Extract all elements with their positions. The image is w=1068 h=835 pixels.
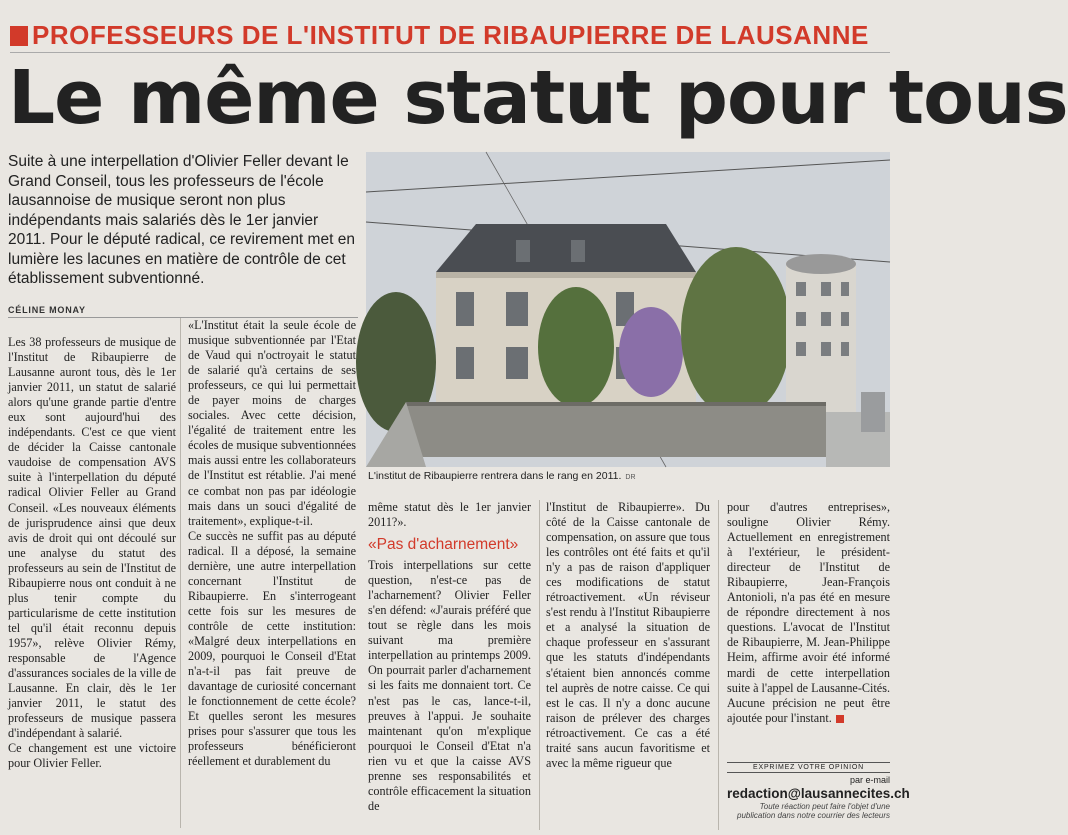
article-column-4	[546, 500, 710, 771]
headline: Le même statut pour tous	[8, 55, 1068, 141]
opinion-note: Toute réaction peut faire l'objet d'une publication dans notre courrier des lecteurs	[737, 802, 890, 820]
article-column-1	[8, 335, 176, 771]
column-1-paragraph-1: Les 38 professeurs de musique de l'Institut de Ribaupierre de Lausanne auront tous, dès le 1er janvier 2011, un statut de salarié alors qu'une grande partie d'entre eux sont aujourd'hui des indépendants. C'est ce que vient de décider la Caisse cantonale vaudoise de compensation AVS suite à l'interpellation du député radical Olivier Feller au Grand Conseil. «Les nouveaux éléments de jurisprudence ainsi que deux avis de droit qui ont découlé sur une analyse du statut des professeurs au sein de l'Institut de Ribaupierre nous ont conduit à ne plus tenir compte du particularisme de cette institution tel qu'il était reconnu depuis 1957», relève Olivier Rémy, responsable de l'Agence d'assurances sociales de la ville de Lausanne. En clair, dès le 1er janvier 2011, le statut des professeurs de musique passera d'indépendant à salarié.	[8, 335, 176, 741]
column-1-paragraph-2: Ce changement est une victoire pour Olivier Feller.	[8, 741, 176, 771]
article-photo	[366, 152, 890, 467]
column-5-text: pour d'autres entreprises», souligne Olivier Rémy. Actuellement en enregistrement à l'extérieur, le président-directeur de l'Institut de Ribaupierre, Jean-François Antonioli, n'a pas été en mesure de répondre directement à nos questions. L'avocat de l'Institut de Ribaupierre, M. Jean-Philippe Heim, affirme avoir été informé mardi de cette interpellation suite à l'appel de Lausanne-Cités. Aucune précision ne peut être ajoutée pour l'instant.	[727, 500, 890, 725]
photo-caption	[368, 470, 890, 482]
article-column-3	[368, 500, 531, 814]
column-3-paragraph-1: même statut dès le 1er janvier 2011?».	[368, 500, 531, 530]
rubric-title: PROFESSEURS DE L'INSTITUT DE RIBAUPIERRE DE LAUSANNE	[32, 20, 869, 50]
opinion-by-email: par e-mail	[849, 775, 890, 785]
column-5-paragraph-1	[727, 500, 890, 726]
lede-paragraph: Suite à une interpellation d'Olivier Feller devant le Grand Conseil, tous les professeurs de l'école lausannoise de musique seront non plus indépendants mais salariés dès le 1er janvier 2011. Pour le député radical, ce revirement met en lumière les lacunes en matière de contrôle de cet établissement subventionné.	[8, 153, 355, 287]
opinion-box	[727, 762, 910, 820]
column-divider	[180, 318, 181, 828]
rubric-divider	[10, 52, 890, 53]
column-divider	[718, 500, 719, 830]
rubric-marker	[10, 26, 28, 46]
section-subhead: «Pas d'acharnement»	[368, 536, 519, 554]
column-2-paragraph-1: «L'Institut était la seule école de musique subventionnée par l'Etat de Vaud qui n'octroyait le statut de salarié qu'à certains de ses professeurs, ce qui lui permettait de payer moins de charges sociales. Avec cette décision, l'égalité de traitement entre les écoles de musique subventionnées mais aussi entre les collaborateurs de l'Institut est rétablie. J'ai mené ce combat non pas par idéologie mais dans un souci d'égalité de traitement», explique-t-il.	[188, 318, 356, 528]
opinion-email-link[interactable]: redaction@lausannecites.ch	[727, 786, 910, 801]
column-3-paragraph-2: Trois interpellations sur cette question, n'est-ce pas de l'acharnement? Olivier Feller s'en défend: «J'aurais préféré que tout se règle dans les mois suivant ma première interpellation au printemps 2009. On pourrait parler d'acharnement si les faits me donnaient tort. Ce n'est pas le cas, lance-t-il, preuves à l'appui. Je souhaite maintenant qu'on m'explique pourquoi le Conseil d'Etat n'a rien vu et que la caisse AVS prenne ses responsabilités et contrôle efficacement la situation de	[368, 558, 531, 813]
building-photo-illustration	[366, 152, 890, 467]
column-2-paragraph-2: Ce succès ne suffit pas au député radical. Il a déposé, la semaine dernière, une autre interpellation concernant l'Institut de Ribaupierre. En s'interrogeant cette fois sur les mesures de contrôle de cette institution: «Malgré deux interpellations en 2009, pourquoi le Conseil d'Etat n'a-t-il pas fait preuve de davantage de curiosité concernant le fonctionnement de cette école? Et quelles seront les mesures prises pour s'assurer que tous les professeurs bénéficieront réellement et durablement du	[188, 528, 356, 769]
photo-credit: DR	[625, 474, 636, 481]
end-of-article-mark	[836, 715, 844, 723]
photo-caption-text: L'institut de Ribaupierre rentrera dans le rang en 2011.	[368, 470, 622, 482]
column-divider	[539, 500, 540, 830]
article-column-5	[727, 500, 890, 726]
column-4-paragraph-1: l'Institut de Ribaupierre». Du côté de la Caisse cantonale de compensation, on assure que tous les contrôles ont été faits et qu'il n'y a pas de raison d'appliquer ces modifications de statut rétroactivement. «Un réviseur s'est rendu à l'Institut Ribaupierre et a analysé la situation de chaque professeur en s'assurant que les statuts d'indépendants s'étaient bien annoncés comme tel auprès de notre caisse. Ce qui est le cas. Il n'y a donc aucune raison de prélever des charges rétroactivement. Ce cas a été traité sans aucun favoritisme et avec la même rigueur que	[546, 500, 710, 770]
article-column-2	[188, 318, 356, 769]
opinion-kicker: EXPRIMEZ VOTRE OPINION	[727, 762, 890, 773]
byline: CÉLINE MONAY	[8, 305, 358, 318]
